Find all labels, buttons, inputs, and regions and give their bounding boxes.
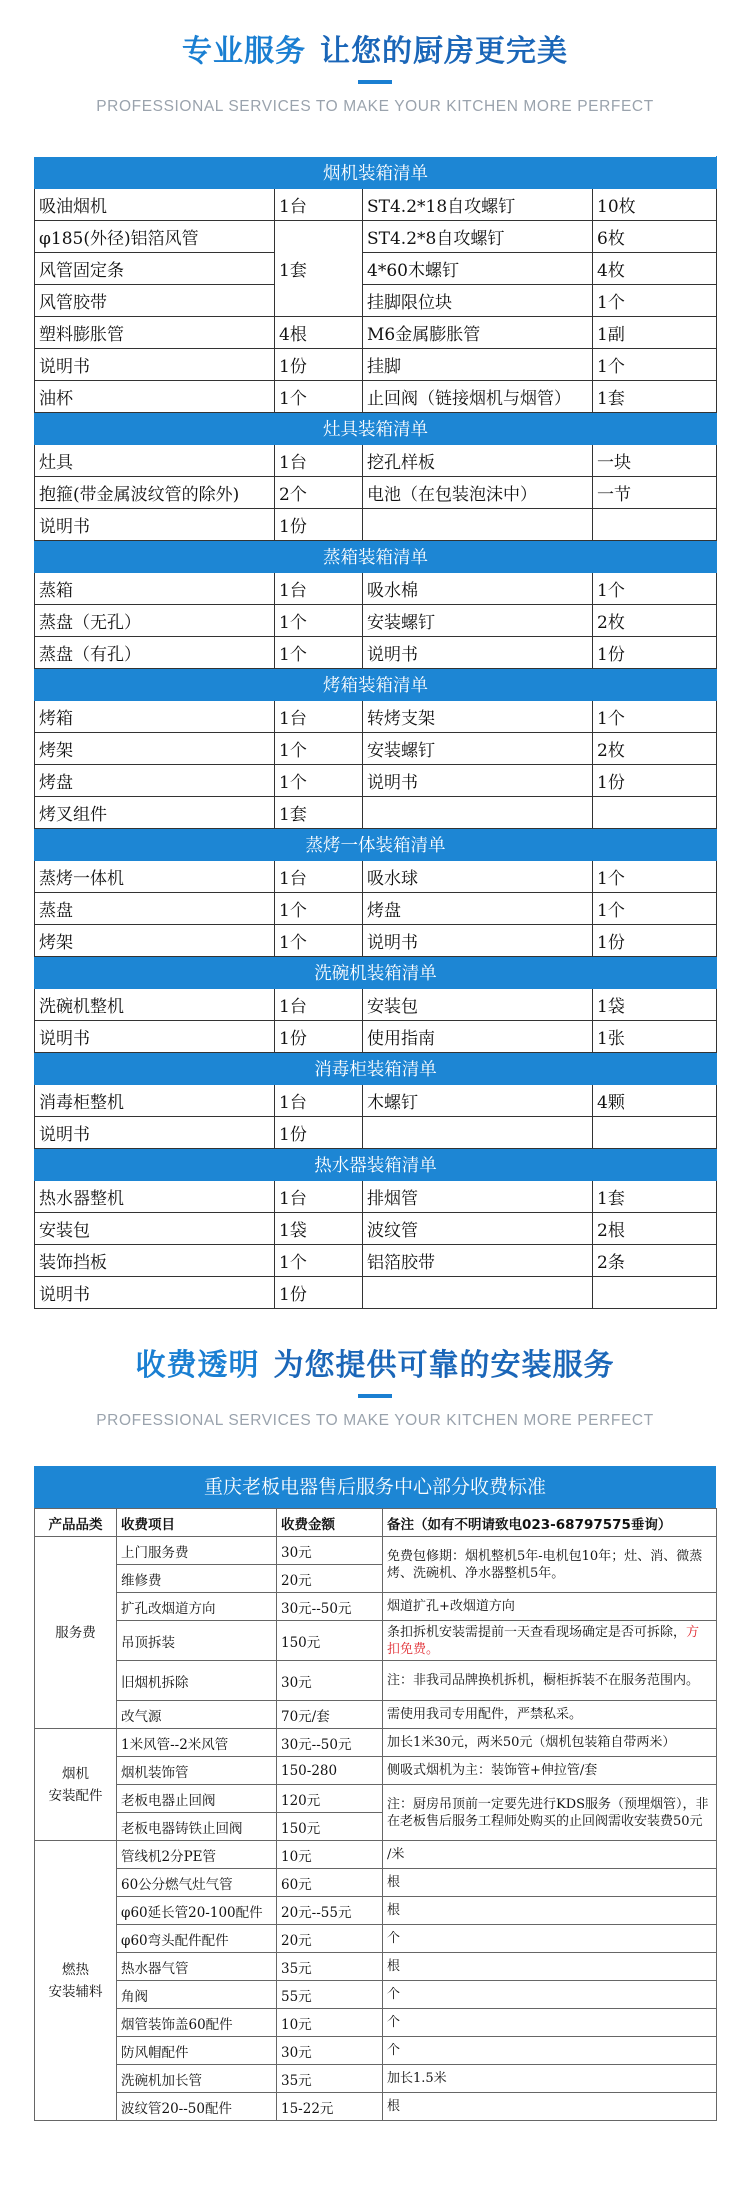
packing-accessory-qty: 1份 bbox=[593, 925, 717, 957]
packing-row bbox=[35, 253, 717, 285]
fee-category: 服务费 bbox=[35, 1537, 117, 1729]
fee-item: 波纹管20--50配件 bbox=[117, 2093, 277, 2121]
fee-item: 吊顶拆装 bbox=[117, 1621, 277, 1661]
hero-section-service bbox=[0, 26, 750, 116]
fee-header-note: 备注（如有不明请致电023-68797575垂询） bbox=[383, 1509, 717, 1537]
packing-item-qty: 1个 bbox=[275, 637, 363, 669]
packing-accessory-qty: 4枚 bbox=[593, 253, 717, 285]
packing-section-title: 灶具装箱清单 bbox=[35, 413, 717, 445]
packing-accessory-qty: 2枚 bbox=[593, 733, 717, 765]
packing-item-name: 烤架 bbox=[35, 925, 275, 957]
fee-note-text: 根 bbox=[387, 2099, 401, 2114]
fee-note-text: 个 bbox=[387, 1987, 401, 2002]
fee-note bbox=[383, 1757, 717, 1785]
fee-price: 150元 bbox=[277, 1621, 383, 1661]
fee-price: 20元--55元 bbox=[277, 1897, 383, 1925]
fee-note bbox=[383, 1785, 717, 1841]
fee-note-text: 个 bbox=[387, 2015, 401, 2030]
packing-item-name: 烤叉组件 bbox=[35, 797, 275, 829]
packing-accessory-qty bbox=[593, 1277, 717, 1309]
packing-section-header bbox=[35, 1149, 717, 1181]
packing-item-name: 安装包 bbox=[35, 1213, 275, 1245]
fee-item: 角阀 bbox=[117, 1981, 277, 2009]
fee-row bbox=[35, 1661, 717, 1701]
fee-note bbox=[383, 1661, 717, 1701]
packing-accessory-qty bbox=[593, 1117, 717, 1149]
packing-section-title: 烟机装箱清单 bbox=[35, 157, 717, 189]
fee-note-text: 根 bbox=[387, 1903, 401, 1918]
fee-price: 150元 bbox=[277, 1813, 383, 1841]
packing-accessory-name: 排烟管 bbox=[363, 1181, 593, 1213]
hero-section-fee bbox=[0, 1340, 750, 1430]
packing-item-name: 消毒柜整机 bbox=[35, 1085, 275, 1117]
fee-price: 15-22元 bbox=[277, 2093, 383, 2121]
packing-item-name: 油杯 bbox=[35, 381, 275, 413]
fee-note-text: 个 bbox=[387, 2043, 401, 2058]
hero-title-part-a: 收费透明 bbox=[135, 1348, 260, 1383]
fee-row bbox=[35, 2093, 717, 2121]
packing-accessory-name: ST4.2*8自攻螺钉 bbox=[363, 221, 593, 253]
fee-note bbox=[383, 1701, 717, 1729]
fee-note-text: 需使用我司专用配件，严禁私采。 bbox=[387, 1707, 583, 1722]
packing-accessory-name bbox=[363, 797, 593, 829]
fee-row bbox=[35, 1621, 717, 1661]
fee-item: 烟管装饰盖60配件 bbox=[117, 2009, 277, 2037]
fee-price: 30元 bbox=[277, 1537, 383, 1565]
fee-price: 20元 bbox=[277, 1565, 383, 1593]
fee-row bbox=[35, 1729, 717, 1757]
packing-item-qty: 1个 bbox=[275, 765, 363, 797]
packing-accessory-name: 波纹管 bbox=[363, 1213, 593, 1245]
fee-price: 60元 bbox=[277, 1869, 383, 1897]
packing-row bbox=[35, 1085, 717, 1117]
packing-item-qty: 1台 bbox=[275, 189, 363, 221]
fee-note-text: /米 bbox=[387, 1847, 405, 1862]
fee-price: 20元 bbox=[277, 1925, 383, 1953]
packing-row bbox=[35, 797, 717, 829]
fee-price: 30元 bbox=[277, 1661, 383, 1701]
packing-item-qty: 1份 bbox=[275, 1117, 363, 1149]
packing-row bbox=[35, 1181, 717, 1213]
packing-item-qty: 1台 bbox=[275, 989, 363, 1021]
fee-item: 1米风管--2米风管 bbox=[117, 1729, 277, 1757]
packing-item-name: φ185(外径)铝箔风管 bbox=[35, 221, 275, 253]
packing-accessory-qty: 10枚 bbox=[593, 189, 717, 221]
packing-section-header bbox=[35, 829, 717, 861]
hero-title-part-b: 让您的厨房更完美 bbox=[320, 34, 568, 69]
fee-price: 150-280 bbox=[277, 1757, 383, 1785]
packing-accessory-qty: 一块 bbox=[593, 445, 717, 477]
packing-accessory-name: 安装螺钉 bbox=[363, 605, 593, 637]
packing-item-name: 热水器整机 bbox=[35, 1181, 275, 1213]
packing-accessory-name: 安装包 bbox=[363, 989, 593, 1021]
packing-row bbox=[35, 221, 717, 253]
packing-accessory-name: 安装螺钉 bbox=[363, 733, 593, 765]
fee-price: 35元 bbox=[277, 1953, 383, 1981]
packing-accessory-qty: 一节 bbox=[593, 477, 717, 509]
packing-item-name: 蒸盘（无孔） bbox=[35, 605, 275, 637]
fee-note bbox=[383, 2037, 717, 2065]
fee-note bbox=[383, 1593, 717, 1621]
fee-row bbox=[35, 2065, 717, 2093]
packing-accessory-name: 挂脚 bbox=[363, 349, 593, 381]
fee-note-text: 免费包修期：烟机整机5年-电机包10年；灶、消、微蒸烤、洗碗机、净水器整机5年。 bbox=[387, 1548, 703, 1581]
packing-item-qty: 1个 bbox=[275, 733, 363, 765]
packing-accessory-name: 使用指南 bbox=[363, 1021, 593, 1053]
packing-row bbox=[35, 861, 717, 893]
fee-item: 60公分燃气灶气管 bbox=[117, 1869, 277, 1897]
fee-note-text: 加长1米30元，两米50元（烟机包装箱自带两米） bbox=[387, 1735, 676, 1750]
packing-item-name: 烤架 bbox=[35, 733, 275, 765]
packing-row bbox=[35, 925, 717, 957]
fee-row bbox=[35, 1953, 717, 1981]
packing-item-name: 烤箱 bbox=[35, 701, 275, 733]
packing-row bbox=[35, 765, 717, 797]
packing-accessory-qty: 1副 bbox=[593, 317, 717, 349]
fee-note bbox=[383, 1953, 717, 1981]
packing-accessory-qty: 2枚 bbox=[593, 605, 717, 637]
fee-table-title: 重庆老板电器售后服务中心部分收费标准 bbox=[34, 1466, 716, 1508]
packing-section-header bbox=[35, 541, 717, 573]
packing-item-name: 说明书 bbox=[35, 1277, 275, 1309]
packing-accessory-qty bbox=[593, 509, 717, 541]
packing-accessory-qty: 1套 bbox=[593, 381, 717, 413]
packing-accessory-qty: 1套 bbox=[593, 1181, 717, 1213]
packing-item-qty: 1个 bbox=[275, 605, 363, 637]
packing-accessory-qty: 1个 bbox=[593, 861, 717, 893]
packing-accessory-name bbox=[363, 509, 593, 541]
packing-accessory-name: 说明书 bbox=[363, 765, 593, 797]
fee-note bbox=[383, 1621, 717, 1661]
fee-item: 烟机装饰管 bbox=[117, 1757, 277, 1785]
packing-accessory-qty bbox=[593, 797, 717, 829]
packing-item-qty: 1个 bbox=[275, 893, 363, 925]
fee-note-text: 条扣拆机安装需提前一天查看现场确定是否可拆除， bbox=[387, 1624, 687, 1640]
fee-row bbox=[35, 2037, 717, 2065]
packing-accessory-qty: 4颗 bbox=[593, 1085, 717, 1117]
packing-accessory-qty: 1袋 bbox=[593, 989, 717, 1021]
hero-subtitle: PROFESSIONAL SERVICES TO MAKE YOUR KITCHEN MORE PERFECT bbox=[96, 1412, 654, 1429]
fee-note bbox=[383, 1925, 717, 1953]
packing-item-qty: 1个 bbox=[275, 925, 363, 957]
packing-accessory-name bbox=[363, 1117, 593, 1149]
packing-item-name: 风管固定条 bbox=[35, 253, 275, 285]
packing-row bbox=[35, 477, 717, 509]
packing-accessory-name: 4*60木螺钉 bbox=[363, 253, 593, 285]
hero-title bbox=[0, 1340, 750, 1384]
packing-row bbox=[35, 317, 717, 349]
hero-title-part-b: 为您提供可靠的安装服务 bbox=[273, 1348, 615, 1383]
fee-note-text: 注：厨房吊顶前一定要先进行KDS服务（预埋烟管），非在老板售后服务工程师处购买的止回阀需收安装费50元 bbox=[387, 1796, 709, 1829]
packing-row bbox=[35, 1245, 717, 1277]
packing-row bbox=[35, 381, 717, 413]
packing-item-name: 烤盘 bbox=[35, 765, 275, 797]
fee-item: 防风帽配件 bbox=[117, 2037, 277, 2065]
packing-list-table bbox=[34, 156, 717, 1309]
fee-note bbox=[383, 2065, 717, 2093]
packing-accessory-qty: 1份 bbox=[593, 765, 717, 797]
fee-note bbox=[383, 2009, 717, 2037]
fee-note-text: 个 bbox=[387, 1931, 401, 1946]
packing-item-name: 蒸箱 bbox=[35, 573, 275, 605]
packing-accessory-name: 烤盘 bbox=[363, 893, 593, 925]
fee-note-text: 根 bbox=[387, 1875, 401, 1890]
packing-row bbox=[35, 509, 717, 541]
fee-header-item: 收费项目 bbox=[117, 1509, 277, 1537]
packing-accessory-name: 止回阀（链接烟机与烟管） bbox=[363, 381, 593, 413]
fee-note bbox=[383, 1869, 717, 1897]
fee-item: 改气源 bbox=[117, 1701, 277, 1729]
fee-price: 10元 bbox=[277, 2009, 383, 2037]
packing-item-name: 说明书 bbox=[35, 1117, 275, 1149]
packing-accessory-name: 吸水球 bbox=[363, 861, 593, 893]
packing-row bbox=[35, 605, 717, 637]
fee-price: 10元 bbox=[277, 1841, 383, 1869]
fee-item: 老板电器止回阀 bbox=[117, 1785, 277, 1813]
hero-title-part-a: 专业服务 bbox=[182, 34, 306, 69]
packing-row bbox=[35, 189, 717, 221]
fee-row bbox=[35, 2009, 717, 2037]
packing-row bbox=[35, 893, 717, 925]
packing-row bbox=[35, 1213, 717, 1245]
fee-item: 热水器气管 bbox=[117, 1953, 277, 1981]
fee-price: 30元 bbox=[277, 2037, 383, 2065]
packing-section-header bbox=[35, 413, 717, 445]
fee-note-text: 侧吸式烟机为主：装饰管+伸拉管/套 bbox=[387, 1763, 598, 1778]
packing-item-name: 说明书 bbox=[35, 349, 275, 381]
packing-item-qty: 1台 bbox=[275, 1181, 363, 1213]
packing-item-name: 吸油烟机 bbox=[35, 189, 275, 221]
fee-category: 燃热 安装辅料 bbox=[35, 1841, 117, 2121]
packing-accessory-name: 电池（在包装泡沫中） bbox=[363, 477, 593, 509]
packing-item-name: 蒸盘 bbox=[35, 893, 275, 925]
packing-accessory-qty: 6枚 bbox=[593, 221, 717, 253]
packing-accessory-name: 木螺钉 bbox=[363, 1085, 593, 1117]
fee-note bbox=[383, 2093, 717, 2121]
fee-row bbox=[35, 1701, 717, 1729]
packing-accessory-qty: 1个 bbox=[593, 573, 717, 605]
fee-row bbox=[35, 1593, 717, 1621]
packing-row bbox=[35, 1117, 717, 1149]
fee-row bbox=[35, 1925, 717, 1953]
packing-accessory-qty: 2条 bbox=[593, 1245, 717, 1277]
packing-row bbox=[35, 701, 717, 733]
packing-accessory-name: 说明书 bbox=[363, 637, 593, 669]
packing-section-title: 热水器装箱清单 bbox=[35, 1149, 717, 1181]
fee-item: 扩孔改烟道方向 bbox=[117, 1593, 277, 1621]
fee-price: 120元 bbox=[277, 1785, 383, 1813]
packing-row bbox=[35, 349, 717, 381]
fee-standard-table bbox=[34, 1508, 717, 2121]
packing-row bbox=[35, 733, 717, 765]
packing-item-name: 风管胶带 bbox=[35, 285, 275, 317]
packing-item-qty: 1套 bbox=[275, 221, 363, 317]
packing-accessory-name bbox=[363, 1277, 593, 1309]
packing-accessory-qty: 1个 bbox=[593, 285, 717, 317]
fee-item: 旧烟机拆除 bbox=[117, 1661, 277, 1701]
fee-item: φ60弯头配件配件 bbox=[117, 1925, 277, 1953]
packing-item-name: 说明书 bbox=[35, 1021, 275, 1053]
fee-item: 老板电器铸铁止回阀 bbox=[117, 1813, 277, 1841]
packing-row bbox=[35, 573, 717, 605]
packing-accessory-name: M6金属膨胀管 bbox=[363, 317, 593, 349]
packing-section-header bbox=[35, 1053, 717, 1085]
fee-note-text: 加长1.5米 bbox=[387, 2071, 447, 2086]
packing-item-name: 抱箍(带金属波纹管的除外) bbox=[35, 477, 275, 509]
fee-row bbox=[35, 1757, 717, 1785]
packing-item-qty: 1份 bbox=[275, 509, 363, 541]
fee-note bbox=[383, 1981, 717, 2009]
packing-item-name: 蒸盘（有孔） bbox=[35, 637, 275, 669]
packing-row bbox=[35, 445, 717, 477]
fee-item: 洗碗机加长管 bbox=[117, 2065, 277, 2093]
fee-item: 维修费 bbox=[117, 1565, 277, 1593]
fee-price: 30元--50元 bbox=[277, 1729, 383, 1757]
packing-section-header bbox=[35, 957, 717, 989]
hero-title bbox=[0, 26, 750, 70]
packing-row bbox=[35, 637, 717, 669]
fee-note-text: 注：非我司品牌换机拆机，橱柜拆装不在服务范围内。 bbox=[387, 1673, 700, 1688]
fee-note bbox=[383, 1897, 717, 1925]
packing-accessory-name: 转烤支架 bbox=[363, 701, 593, 733]
packing-accessory-name: 说明书 bbox=[363, 925, 593, 957]
fee-note-text: 烟道扩孔+改烟道方向 bbox=[387, 1599, 515, 1614]
fee-note bbox=[383, 1537, 717, 1593]
fee-header-row bbox=[35, 1509, 717, 1537]
packing-accessory-qty: 1个 bbox=[593, 701, 717, 733]
fee-item: φ60延长管20-100配件 bbox=[117, 1897, 277, 1925]
packing-item-name: 说明书 bbox=[35, 509, 275, 541]
packing-row bbox=[35, 989, 717, 1021]
packing-row bbox=[35, 1277, 717, 1309]
hero-subtitle: PROFESSIONAL SERVICES TO MAKE YOUR KITCHEN MORE PERFECT bbox=[96, 98, 654, 115]
packing-row bbox=[35, 1021, 717, 1053]
packing-item-name: 装饰挡板 bbox=[35, 1245, 275, 1277]
packing-accessory-qty: 1份 bbox=[593, 637, 717, 669]
packing-item-name: 塑料膨胀管 bbox=[35, 317, 275, 349]
packing-item-name: 蒸烤一体机 bbox=[35, 861, 275, 893]
fee-row bbox=[35, 1897, 717, 1925]
packing-section-title: 消毒柜装箱清单 bbox=[35, 1053, 717, 1085]
fee-header-price: 收费金额 bbox=[277, 1509, 383, 1537]
fee-row bbox=[35, 1981, 717, 2009]
fee-category: 烟机 安装配件 bbox=[35, 1729, 117, 1841]
fee-note-text: 根 bbox=[387, 1959, 401, 1974]
fee-price: 55元 bbox=[277, 1981, 383, 2009]
packing-section-header bbox=[35, 669, 717, 701]
fee-item: 管线机2分PE管 bbox=[117, 1841, 277, 1869]
fee-row bbox=[35, 1785, 717, 1813]
packing-section-title: 蒸箱装箱清单 bbox=[35, 541, 717, 573]
packing-accessory-qty: 1张 bbox=[593, 1021, 717, 1053]
packing-item-qty: 1台 bbox=[275, 1085, 363, 1117]
packing-accessory-name: 吸水棉 bbox=[363, 573, 593, 605]
packing-accessory-qty: 1个 bbox=[593, 349, 717, 381]
hero-divider-bar bbox=[358, 80, 392, 84]
packing-item-qty: 1台 bbox=[275, 573, 363, 605]
packing-accessory-name: 铝箔胶带 bbox=[363, 1245, 593, 1277]
packing-row bbox=[35, 285, 717, 317]
fee-note-highlight: 方扣免费。 bbox=[387, 1624, 700, 1657]
packing-item-qty: 1袋 bbox=[275, 1213, 363, 1245]
packing-item-qty: 1份 bbox=[275, 1021, 363, 1053]
packing-item-qty: 4根 bbox=[275, 317, 363, 349]
hero-divider-bar bbox=[358, 1394, 392, 1398]
fee-row bbox=[35, 1537, 717, 1565]
fee-price: 30元--50元 bbox=[277, 1593, 383, 1621]
packing-section-title: 洗碗机装箱清单 bbox=[35, 957, 717, 989]
packing-section-header bbox=[35, 157, 717, 189]
packing-item-qty: 1个 bbox=[275, 1245, 363, 1277]
fee-header-category: 产品品类 bbox=[35, 1509, 117, 1537]
packing-accessory-name: 挂脚限位块 bbox=[363, 285, 593, 317]
packing-item-qty: 1份 bbox=[275, 349, 363, 381]
packing-accessory-qty: 1个 bbox=[593, 893, 717, 925]
packing-section-title: 烤箱装箱清单 bbox=[35, 669, 717, 701]
fee-item: 上门服务费 bbox=[117, 1537, 277, 1565]
fee-price: 70元/套 bbox=[277, 1701, 383, 1729]
fee-note bbox=[383, 1841, 717, 1869]
packing-accessory-qty: 2根 bbox=[593, 1213, 717, 1245]
packing-item-qty: 1套 bbox=[275, 797, 363, 829]
fee-row bbox=[35, 1841, 717, 1869]
packing-item-qty: 1台 bbox=[275, 445, 363, 477]
packing-item-qty: 1台 bbox=[275, 701, 363, 733]
packing-section-title: 蒸烤一体装箱清单 bbox=[35, 829, 717, 861]
packing-item-qty: 2个 bbox=[275, 477, 363, 509]
packing-item-qty: 1个 bbox=[275, 381, 363, 413]
fee-price: 35元 bbox=[277, 2065, 383, 2093]
packing-item-qty: 1台 bbox=[275, 861, 363, 893]
packing-accessory-name: ST4.2*18自攻螺钉 bbox=[363, 189, 593, 221]
packing-item-name: 洗碗机整机 bbox=[35, 989, 275, 1021]
fee-row bbox=[35, 1869, 717, 1897]
fee-note bbox=[383, 1729, 717, 1757]
packing-accessory-name: 挖孔样板 bbox=[363, 445, 593, 477]
packing-item-qty: 1份 bbox=[275, 1277, 363, 1309]
packing-item-name: 灶具 bbox=[35, 445, 275, 477]
